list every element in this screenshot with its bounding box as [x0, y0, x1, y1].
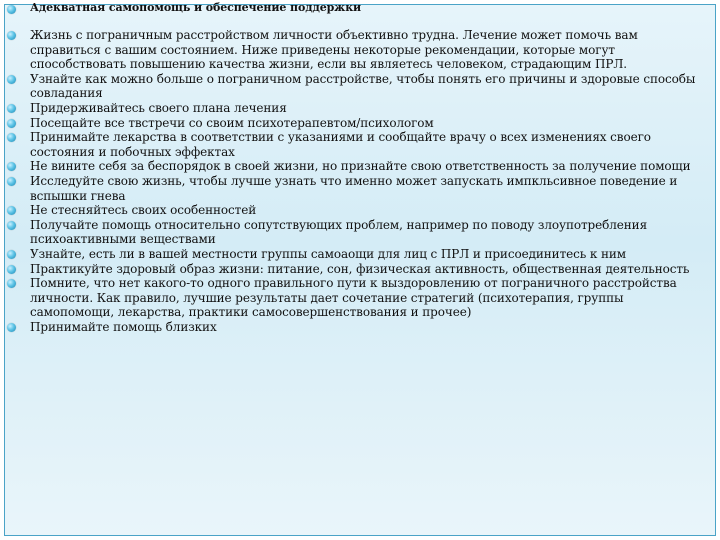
list-item-text: Исследуйте свою жизнь, чтобы лучше узнать что именно может запускать импкльсивное поведение и вспышки гнева — [30, 173, 678, 203]
bullet-icon — [7, 104, 16, 113]
bullet-icon — [7, 31, 16, 40]
list-item-text: Узнайте, есть ли в вашей местности группы самоаощи для лиц с ПРЛ и присоединитесь к ним — [30, 246, 627, 261]
bullet-icon — [7, 119, 16, 128]
bullet-icon — [7, 133, 16, 142]
list-item-text: Принимайте лекарства в соответствии с указаниями и сообщайте врачу о всех изменениях своего состояния и побочных эффектах — [30, 130, 651, 159]
list-item — [0, 262, 720, 277]
bullet-icon — [7, 279, 16, 288]
slide-heading: Адекватная самопомощь и обеспечение поддержки — [30, 1, 362, 14]
list-item — [0, 320, 720, 335]
list-item — [0, 174, 720, 203]
list-item-text: Получайте помощь относительно сопутствующих проблем, например по поводу злоупотребления психоактивными веществами — [30, 217, 648, 247]
list-item-text: Помните, что нет какого-то одного правильного пути к выздоровлению от пограничного расстройства личности. Как правило, лучшие результаты дает сочетание стратегий (психотерапия, группы самопомощи, лекарства, практики самосовершенствования и прочее) — [30, 276, 677, 320]
list-item — [0, 28, 720, 72]
list-item — [0, 247, 720, 262]
bullet-icon — [7, 323, 16, 332]
list-item — [0, 276, 720, 320]
recommendation-list — [0, 28, 720, 334]
list-item-text: Жизнь с пограничным расстройством личности объективно трудна. Лечение может помочь вам справиться с вашим состоянием. Ниже приведены некоторые рекомендации, которые могут способствовать повышению качества жизни, если вы являетесь человеком, страдающим ПРЛ. — [30, 28, 638, 72]
list-item — [0, 130, 720, 159]
list-item-text: Придерживайтесь своего плана лечения — [30, 100, 287, 115]
bullet-icon — [7, 75, 16, 84]
list-item — [0, 101, 720, 116]
list-item-text: Узнайте как можно больше о пограничном расстройстве, чтобы понять его причины и здоровые способы совладания — [30, 71, 696, 101]
bullet-icon — [7, 177, 16, 186]
bullet-icon — [7, 265, 16, 274]
list-item — [0, 72, 720, 101]
bullet-icon — [7, 250, 16, 259]
list-item — [0, 116, 720, 131]
bullet-icon — [7, 5, 16, 14]
bullet-icon — [7, 162, 16, 171]
list-item-text: Не вините себя за беспорядок в своей жизни, но признайте свою ответственность за получение помощи — [30, 159, 691, 174]
bullet-icon — [7, 206, 16, 215]
list-item — [0, 203, 720, 218]
list-item-text: Посещайте все твстречи со своим психотерапевтом/психологом — [30, 115, 434, 130]
bullet-icon — [7, 221, 16, 230]
list-item-text: Практикуйте здоровый образ жизни: питание, сон, физическая активность, общественная деятельность — [30, 261, 690, 276]
list-item — [0, 218, 720, 247]
list-item — [0, 159, 720, 174]
list-item-text: Принимайте помощь близких — [30, 319, 217, 334]
list-item-text: Не стесняйтесь своих особенностей — [30, 203, 257, 218]
